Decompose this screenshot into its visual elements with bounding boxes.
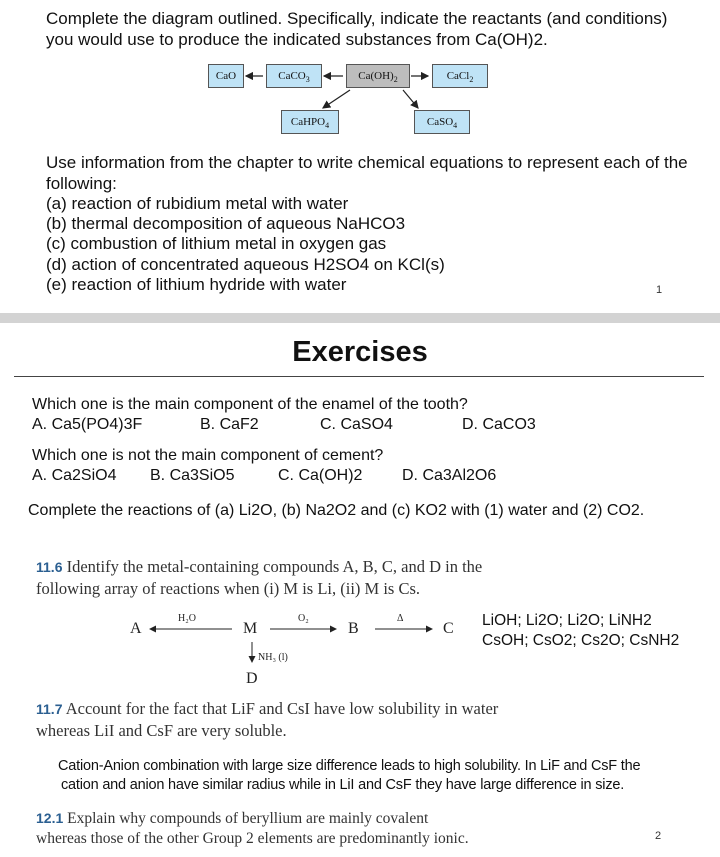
question-intro: Use information from the chapter to write chemical equations to represent each of the following:	[46, 153, 688, 193]
solubility-explanation: Cation-Anion combination with large size difference leads to high solubility. In LiF and CsF the cation and anion have similar radius while in LiI and CsF they have large difference in size.	[58, 758, 641, 793]
mcq1-option-a: A. Ca5(PO4)3F	[32, 416, 143, 433]
question-item-d: (d) action of concentrated aqueous H2SO4 on KCl(s)	[46, 255, 445, 274]
scheme-b: B	[348, 620, 359, 637]
mcq1-option-b: B. CaF2	[200, 416, 259, 433]
reagent-o2: O₂	[298, 613, 309, 624]
problem-number: 11.6	[36, 559, 63, 575]
mcq1-option-c: C. CaSO4	[320, 416, 393, 433]
problem-number: 12.1	[36, 810, 64, 826]
answer-lithium: LiOH; Li2O; Li2O; LiNH2	[482, 612, 652, 629]
answer-cesium: CsOH; CsO2; Cs2O; CsNH2	[482, 632, 680, 649]
slide-title: Exercises	[292, 336, 428, 368]
problem-11-7: 11.7 Account for the fact that LiF and CsI have low solubility in water whereas LiI and CsF are very soluble.	[36, 699, 499, 740]
mcq1-options	[32, 415, 712, 435]
question-item-e: (e) reaction of lithium hydride with water	[46, 275, 347, 294]
arrow-to-caso4	[403, 90, 418, 108]
slide-divider	[0, 313, 720, 323]
oxide-reactions-question: Complete the reactions of (a) Li2O, (b) Na2O2 and (c) KO2 with (1) water and (2) CO2.	[28, 502, 645, 519]
mcq2-option-c: C. Ca(OH)2	[278, 467, 363, 484]
mcq2-option-b: B. Ca3SiO5	[150, 467, 235, 484]
scheme-a: A	[130, 620, 142, 637]
problem-11-6: 11.6 Identify the metal-containing compounds A, B, C, and D in the following array of reactions when (i) M is Li, (ii) M is Cs.	[36, 557, 483, 598]
box-cao: CaO	[208, 64, 244, 88]
reagent-nh3: NH₃ (l)	[258, 652, 288, 663]
page-number-1: 1	[656, 284, 663, 296]
mcq2-option-d: D. Ca3Al2O6	[402, 467, 497, 484]
mcq1-question: Which one is the main component of the enamel of the tooth?	[32, 396, 468, 413]
mcq2-options	[32, 466, 712, 486]
problem-12-1: 12.1 Explain why compounds of beryllium are mainly covalent whereas those of the other Group 2 elements are predominantly ionic.	[36, 810, 469, 847]
question-item-b: (b) thermal decomposition of aqueous NaHCO3	[46, 214, 406, 233]
title-rule	[14, 376, 704, 377]
box-caso4: CaSO$_4$	[414, 110, 470, 134]
scheme-m: M	[243, 620, 258, 637]
box-cacl2: CaCl$_2$	[432, 64, 488, 88]
intro-text: Complete the diagram outlined. Specifically, indicate the reactants (and conditions) you would use to produce the indicated substances from Ca(OH)2.	[46, 9, 668, 49]
mcq1-option-d: D. CaCO3	[462, 416, 536, 433]
box-caco3: CaCO$_3$	[266, 64, 322, 88]
box-caoh2: $Ca(OH)_2$	[346, 64, 410, 88]
arrow-to-cahpo4	[323, 90, 350, 108]
reagent-h2o: H₂O	[178, 613, 196, 624]
question-item-a: (a) reaction of rubidium metal with water	[46, 194, 349, 213]
mcq2-question: Which one is not the main component of cement?	[32, 447, 384, 464]
scheme-c: C	[443, 620, 454, 637]
problem-number: 11.7	[36, 701, 63, 717]
question-item-c: (c) combustion of lithium metal in oxygen gas	[46, 234, 387, 253]
mcq2-option-a: A. Ca2SiO4	[32, 467, 117, 484]
box-cahpo4: CaHPO$_4$	[281, 110, 339, 134]
page-number-2: 2	[655, 830, 662, 842]
reagent-heat: Δ	[397, 613, 404, 624]
scheme-d: D	[246, 670, 258, 687]
